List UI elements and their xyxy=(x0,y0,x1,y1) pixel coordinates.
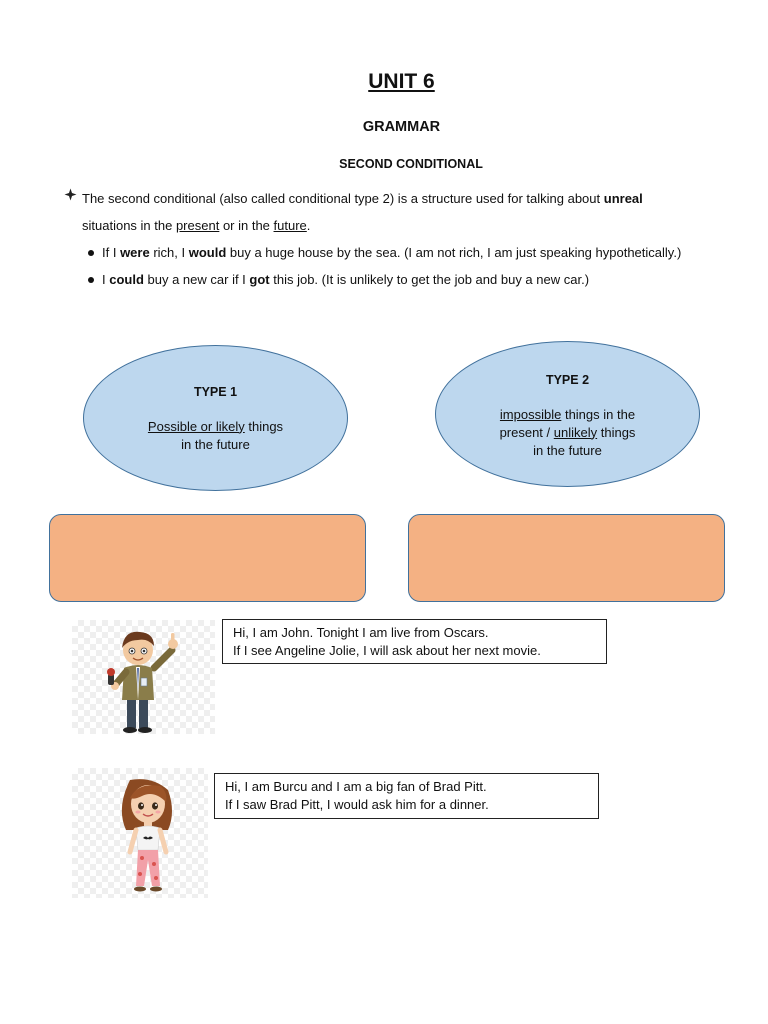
intro-text-2: situations in the xyxy=(82,218,176,233)
type1-heading: TYPE 1 xyxy=(193,384,238,399)
type2-ellipse xyxy=(435,341,700,487)
burcu-line2: If I saw Brad Pitt, I would ask him for a dinner. xyxy=(225,797,489,812)
type1-answer-box[interactable] xyxy=(49,514,366,602)
reporter-man-illustration xyxy=(72,620,215,734)
example-text: rich, I xyxy=(149,245,189,260)
type2-answer-box[interactable] xyxy=(408,514,725,602)
type2-heading: TYPE 2 xyxy=(545,372,590,387)
example-item xyxy=(88,243,758,263)
type1-line1: Possible or likely things xyxy=(147,418,284,434)
john-speech-box xyxy=(222,619,607,664)
example-text: this job. (It is unlikely to get the job and buy a new car.) xyxy=(269,272,590,287)
bullet-dot-icon xyxy=(88,277,94,283)
intro-text-4: . xyxy=(306,218,311,233)
example-bold: could xyxy=(109,272,144,287)
unit-title: UNIT 6 xyxy=(368,70,435,93)
type2-line2: present / unlikely things xyxy=(499,424,636,440)
john-line1: Hi, I am John. Tonight I am live from Oscars. xyxy=(233,625,489,640)
intro-future: future xyxy=(273,218,307,233)
intro-text-3: or in the xyxy=(219,218,274,233)
girl-illustration xyxy=(72,768,208,898)
section-title: GRAMMAR xyxy=(362,119,441,135)
example-bold: got xyxy=(249,272,270,287)
intro-paragraph xyxy=(82,185,742,239)
example-text: If I xyxy=(102,245,121,260)
diamond-bullet-icon xyxy=(64,188,77,204)
example-bold: would xyxy=(188,245,227,260)
topic-title: SECOND CONDITIONAL xyxy=(339,157,483,171)
type2-line1: impossible things in the xyxy=(499,406,636,422)
intro-present: present xyxy=(175,218,220,233)
example-item xyxy=(88,270,758,290)
example-text: buy a huge house by the sea. (I am not rich, I am just speaking hypothetically.) xyxy=(226,245,682,260)
intro-text-1: The second conditional (also called conditional type 2) is a structure used for talking about xyxy=(82,191,604,206)
example-text: buy a new car if I xyxy=(143,272,250,287)
burcu-speech-box xyxy=(214,773,599,819)
example-text: I xyxy=(102,272,110,287)
type1-ellipse xyxy=(83,345,348,491)
burcu-line1: Hi, I am Burcu and I am a big fan of Brad Pitt. xyxy=(225,779,487,794)
example-bold: were xyxy=(120,245,150,260)
type2-line3: in the future xyxy=(533,442,602,458)
type1-line2: in the future xyxy=(181,436,250,452)
john-line2: If I see Angeline Jolie, I will ask about her next movie. xyxy=(233,643,541,658)
intro-unreal: unreal xyxy=(603,191,643,206)
bullet-dot-icon xyxy=(88,250,94,256)
